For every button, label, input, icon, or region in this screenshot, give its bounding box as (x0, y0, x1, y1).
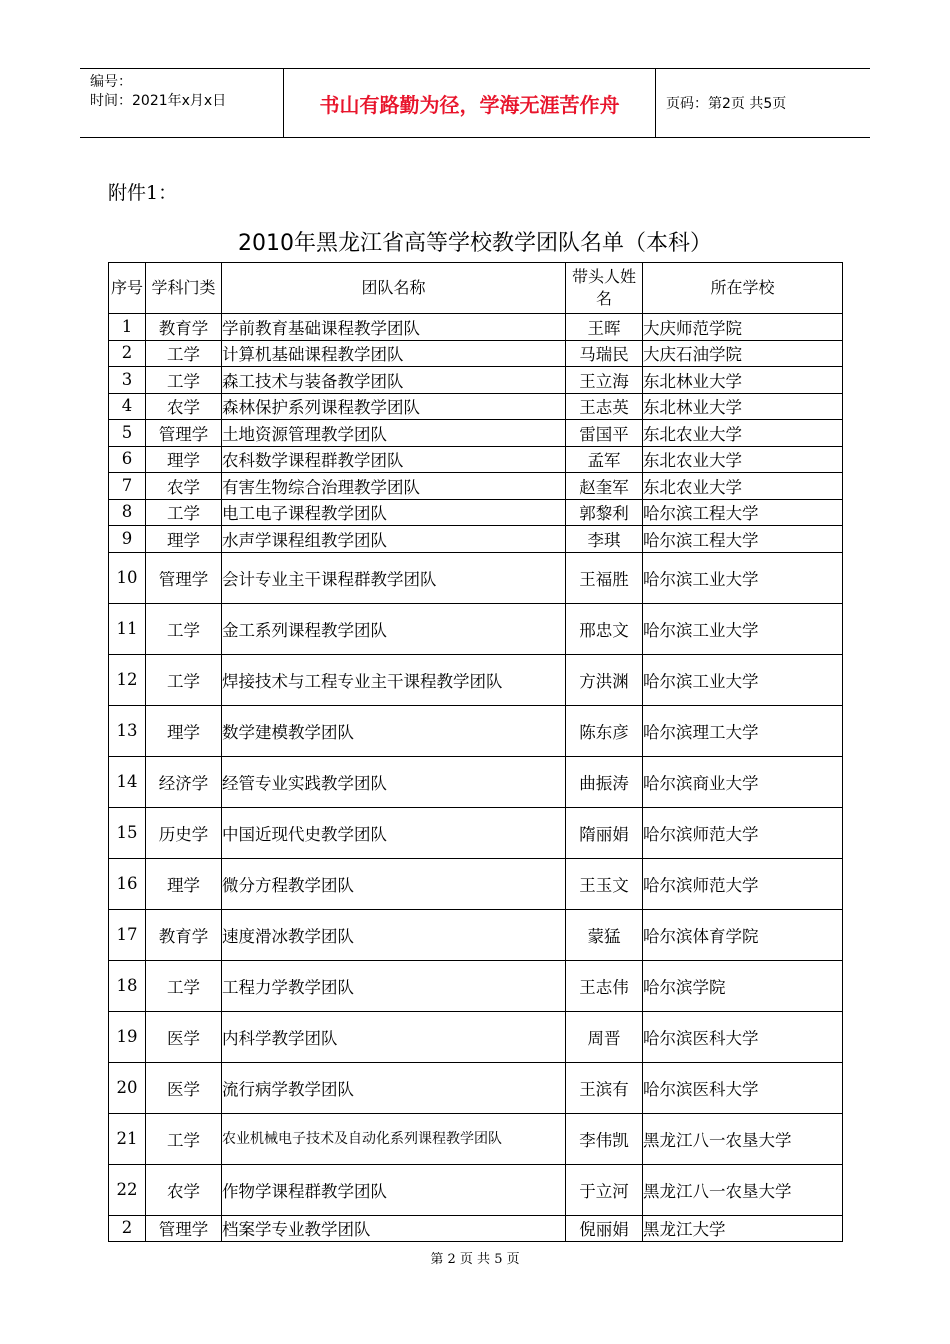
row-category: 理学 (146, 446, 222, 473)
row-team-name: 内科学教学团队 (222, 1011, 566, 1062)
row-team-name: 档案学专业教学团队 (222, 1215, 566, 1242)
row-no: 8 (109, 499, 146, 526)
row-category: 农学 (146, 473, 222, 500)
row-leader: 王福胜 (566, 552, 643, 603)
table-row (109, 1113, 843, 1164)
row-school: 哈尔滨工程大学 (643, 526, 843, 553)
row-category: 工学 (146, 367, 222, 394)
row-no: 13 (109, 705, 146, 756)
row-leader: 陈东彦 (566, 705, 643, 756)
row-school: 东北农业大学 (643, 473, 843, 500)
row-no: 5 (109, 420, 146, 447)
table-row (109, 909, 843, 960)
table-row (109, 420, 843, 447)
table-row (109, 367, 843, 394)
header-school: 所在学校 (643, 263, 843, 314)
row-category: 管理学 (146, 420, 222, 447)
table-row (109, 473, 843, 500)
row-leader: 雷国平 (566, 420, 643, 447)
row-leader: 隋丽娟 (566, 807, 643, 858)
row-leader: 邢忠文 (566, 603, 643, 654)
time-label: 时间：2021年x月x日 (90, 93, 227, 109)
row-school: 黑龙江八一农垦大学 (643, 1113, 843, 1164)
row-school: 哈尔滨工业大学 (643, 552, 843, 603)
row-team-name: 计算机基础课程教学团队 (222, 340, 566, 367)
row-no: 22 (109, 1164, 146, 1215)
row-category: 教育学 (146, 314, 222, 341)
row-leader: 方洪渊 (566, 654, 643, 705)
row-school: 哈尔滨师范大学 (643, 858, 843, 909)
row-leader: 曲振涛 (566, 756, 643, 807)
row-team-name: 流行病学教学团队 (222, 1062, 566, 1113)
code-label: 编号： (90, 74, 132, 90)
row-category: 理学 (146, 858, 222, 909)
row-school: 哈尔滨工业大学 (643, 654, 843, 705)
row-leader: 周晋 (566, 1011, 643, 1062)
row-team-name: 金工系列课程教学团队 (222, 603, 566, 654)
row-no: 16 (109, 858, 146, 909)
row-no: 12 (109, 654, 146, 705)
row-category: 理学 (146, 705, 222, 756)
row-school: 哈尔滨工业大学 (643, 603, 843, 654)
row-team-name: 水声学课程组教学团队 (222, 526, 566, 553)
row-category: 工学 (146, 340, 222, 367)
table-row (109, 705, 843, 756)
table-row (109, 499, 843, 526)
row-team-name: 农业机械电子技术及自动化系列课程教学团队 (222, 1113, 566, 1164)
row-no: 14 (109, 756, 146, 807)
row-school: 东北农业大学 (643, 420, 843, 447)
row-leader: 王玉文 (566, 858, 643, 909)
document-title: 2010年黑龙江省高等学校教学团队名单（本科） (238, 231, 712, 256)
row-team-name: 农科数学课程群教学团队 (222, 446, 566, 473)
table-row (109, 340, 843, 367)
header-category: 学科门类 (146, 263, 222, 314)
row-leader: 赵奎军 (566, 473, 643, 500)
header-team: 团队名称 (222, 263, 566, 314)
row-school: 东北农业大学 (643, 446, 843, 473)
row-no: 7 (109, 473, 146, 500)
row-team-name: 中国近现代史教学团队 (222, 807, 566, 858)
row-no: 3 (109, 367, 146, 394)
row-leader: 王志伟 (566, 960, 643, 1011)
row-leader: 蒙猛 (566, 909, 643, 960)
row-leader: 王志英 (566, 393, 643, 420)
row-leader: 王晖 (566, 314, 643, 341)
row-team-name: 森林保护系列课程教学团队 (222, 393, 566, 420)
table-row (109, 858, 843, 909)
row-no: 19 (109, 1011, 146, 1062)
row-school: 哈尔滨理工大学 (643, 705, 843, 756)
table-body (109, 314, 843, 1242)
row-school: 东北林业大学 (643, 367, 843, 394)
row-category: 医学 (146, 1062, 222, 1113)
row-no: 2 (109, 340, 146, 367)
row-school: 东北林业大学 (643, 393, 843, 420)
row-school: 黑龙江八一农垦大学 (643, 1164, 843, 1215)
table-row (109, 756, 843, 807)
table-row (109, 526, 843, 553)
row-school: 黑龙江大学 (643, 1215, 843, 1242)
table-row (109, 1164, 843, 1215)
row-category: 经济学 (146, 756, 222, 807)
row-school: 大庆师范学院 (643, 314, 843, 341)
row-school: 大庆石油学院 (643, 340, 843, 367)
row-category: 教育学 (146, 909, 222, 960)
row-category: 工学 (146, 654, 222, 705)
row-team-name: 电工电子课程教学团队 (222, 499, 566, 526)
table-row (109, 552, 843, 603)
row-leader: 王滨有 (566, 1062, 643, 1113)
row-leader: 李伟凯 (566, 1113, 643, 1164)
team-list-table (108, 262, 843, 1242)
row-leader: 倪丽娟 (566, 1215, 643, 1242)
row-category: 管理学 (146, 552, 222, 603)
table-row (109, 1011, 843, 1062)
row-no: 20 (109, 1062, 146, 1113)
row-no: 1 (109, 314, 146, 341)
table-row (109, 654, 843, 705)
header-leader: 带头人姓名 (566, 263, 643, 314)
row-leader: 马瑞民 (566, 340, 643, 367)
row-school: 哈尔滨商业大学 (643, 756, 843, 807)
row-no: 11 (109, 603, 146, 654)
table-row (109, 1215, 843, 1242)
row-leader: 李琪 (566, 526, 643, 553)
row-category: 农学 (146, 393, 222, 420)
row-school: 哈尔滨体育学院 (643, 909, 843, 960)
row-team-name: 数学建模教学团队 (222, 705, 566, 756)
row-no: 6 (109, 446, 146, 473)
table-row (109, 960, 843, 1011)
table-row (109, 314, 843, 341)
row-school: 哈尔滨医科大学 (643, 1062, 843, 1113)
header-no: 序号 (109, 263, 146, 314)
row-no: 15 (109, 807, 146, 858)
row-category: 农学 (146, 1164, 222, 1215)
row-team-name: 有害生物综合治理教学团队 (222, 473, 566, 500)
row-category: 工学 (146, 603, 222, 654)
row-no: 17 (109, 909, 146, 960)
row-school: 哈尔滨师范大学 (643, 807, 843, 858)
row-team-name: 焊接技术与工程专业主干课程教学团队 (222, 654, 566, 705)
table-row (109, 1062, 843, 1113)
row-leader: 孟军 (566, 446, 643, 473)
row-school: 哈尔滨学院 (643, 960, 843, 1011)
table-row (109, 393, 843, 420)
row-team-name: 速度滑冰教学团队 (222, 909, 566, 960)
row-no: 9 (109, 526, 146, 553)
header-page-info: 页码：第2页 共5页 (666, 96, 787, 112)
row-school: 哈尔滨工程大学 (643, 499, 843, 526)
row-team-name: 森工技术与装备教学团队 (222, 367, 566, 394)
row-leader: 于立河 (566, 1164, 643, 1215)
page-footer: 第 2 页 共 5 页 (430, 1252, 520, 1267)
row-team-name: 经管专业实践教学团队 (222, 756, 566, 807)
table-row (109, 446, 843, 473)
row-category: 工学 (146, 499, 222, 526)
row-category: 理学 (146, 526, 222, 553)
row-team-name: 作物学课程群教学团队 (222, 1164, 566, 1215)
page-header (80, 68, 870, 138)
table-row (109, 807, 843, 858)
row-category: 工学 (146, 960, 222, 1011)
row-category: 历史学 (146, 807, 222, 858)
row-no: 10 (109, 552, 146, 603)
table-row (109, 603, 843, 654)
row-no: 2 (109, 1215, 146, 1242)
row-team-name: 学前教育基础课程教学团队 (222, 314, 566, 341)
row-team-name: 会计专业主干课程群教学团队 (222, 552, 566, 603)
row-team-name: 土地资源管理教学团队 (222, 420, 566, 447)
header-motto: 书山有路勤为径，学海无涯苦作舟 (283, 69, 656, 137)
header-left (80, 69, 283, 137)
table-header-row (109, 263, 843, 314)
row-no: 21 (109, 1113, 146, 1164)
attachment-label: 附件1： (108, 182, 178, 204)
row-category: 工学 (146, 1113, 222, 1164)
row-no: 4 (109, 393, 146, 420)
row-leader: 王立海 (566, 367, 643, 394)
row-school: 哈尔滨医科大学 (643, 1011, 843, 1062)
row-category: 医学 (146, 1011, 222, 1062)
row-no: 18 (109, 960, 146, 1011)
row-team-name: 工程力学教学团队 (222, 960, 566, 1011)
row-category: 管理学 (146, 1215, 222, 1242)
row-leader: 郭黎利 (566, 499, 643, 526)
row-team-name: 微分方程教学团队 (222, 858, 566, 909)
